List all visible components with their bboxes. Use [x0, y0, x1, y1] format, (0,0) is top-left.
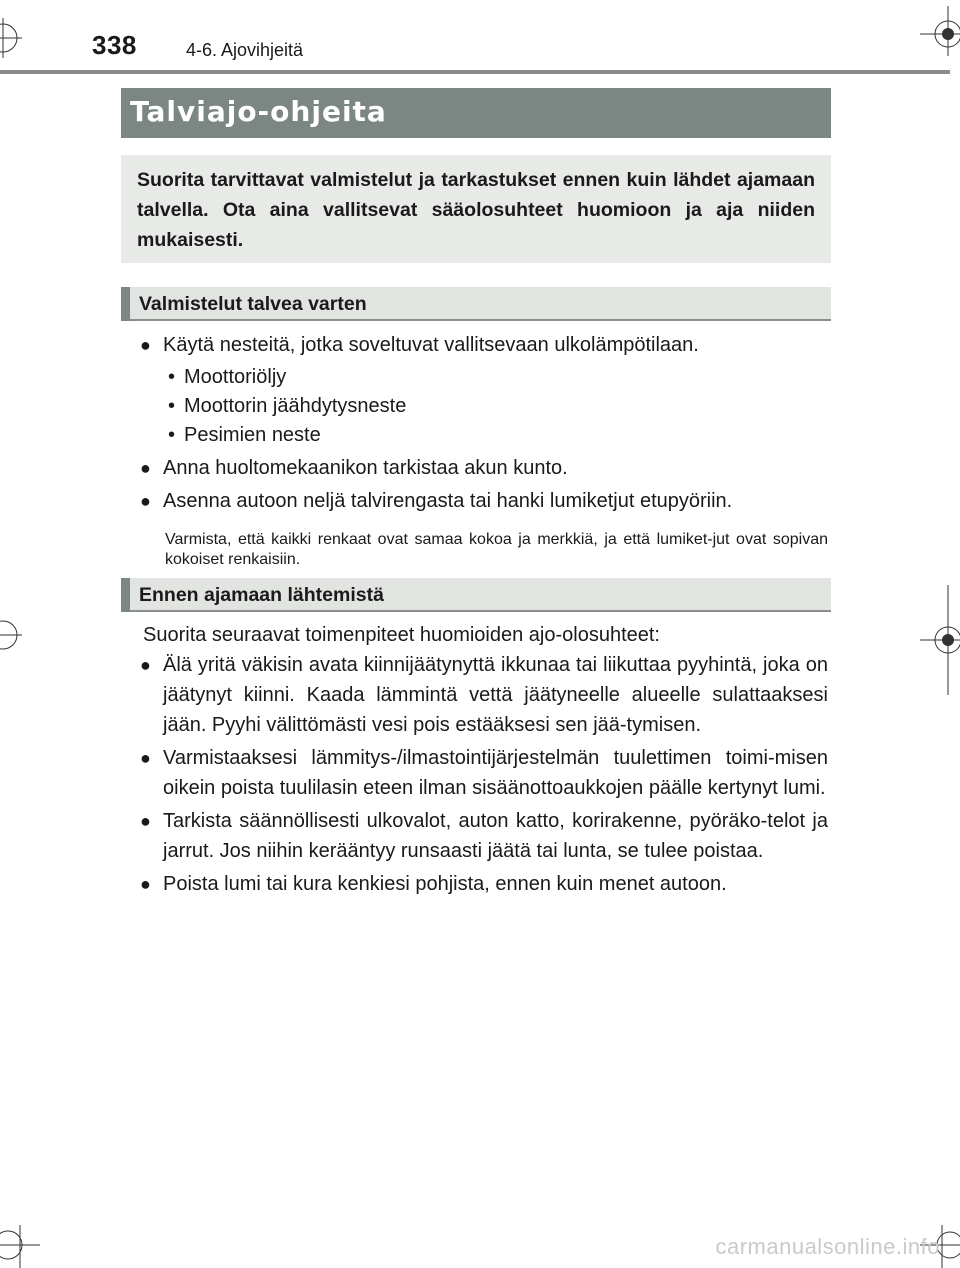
header-divider — [0, 70, 950, 74]
section-heading-before-driving — [121, 578, 831, 612]
sub-list-item-text: Moottoriöljy — [184, 366, 287, 388]
note-text: Varmista, että kaikki renkaat ovat samaa kokoa ja merkkiä, ja että lumiket-jut ovat sopivan kokoiset renkaisiin. — [165, 531, 828, 568]
heading-accent — [121, 578, 130, 612]
list-item-text: Käytä nesteitä, jotka soveltuvat vallitsevaan ulkolämpötilaan. — [163, 334, 699, 356]
lead-text: Suorita seuraavat toimenpiteet huomioiden ajo-olosuhteet: — [143, 624, 660, 646]
bullet-icon: ● — [140, 491, 151, 511]
sub-list-item — [140, 363, 828, 392]
list-item — [140, 650, 828, 740]
list-item — [140, 806, 828, 866]
bullet-icon: ● — [140, 655, 151, 675]
watermark: carmanualsonline.info — [715, 1234, 940, 1259]
sub-bullet-icon: • — [168, 366, 176, 388]
section-reference: 4-6. Ajovihjeitä — [186, 40, 304, 60]
page-number: 338 — [92, 30, 137, 60]
section-preparation-content — [140, 330, 828, 570]
list-item — [140, 486, 828, 516]
sub-list-item — [140, 392, 828, 421]
section-heading-text: Ennen ajamaan lähtemistä — [139, 584, 384, 606]
list-item — [140, 869, 828, 899]
list-item-text: Asenna autoon neljä talvirengasta tai hanki lumiketjut etupyöriin. — [163, 490, 733, 512]
intro-text: Suorita tarvittavat valmistelut ja tarkastukset ennen kuin lähdet ajamaan talvella. Ota aina vallitsevat sääolosuhteet huomioon ja aja niiden mukaisesti. — [137, 169, 815, 251]
page-header — [0, 0, 960, 80]
sub-list-item-text: Pesimien neste — [184, 424, 321, 446]
bullet-icon: ● — [140, 748, 151, 768]
sub-bullet-icon: • — [168, 395, 176, 417]
sub-list-item — [140, 421, 828, 450]
list-item — [140, 330, 828, 360]
list-item-text: Älä yritä väkisin avata kiinnijäätynyttä ikkunaa tai liikuttaa pyyhintä, joka on jäätynyt kiinni. Kaada lämmintä vettä jäätyneelle alueelle sulattaaksesi jään. Pyyhi välittömästi vesi pois estääksesi sen jää-tymisen. — [163, 654, 828, 736]
sub-bullet-icon: • — [168, 424, 176, 446]
list-item-text: Anna huoltomekaanikon tarkistaa akun kunto. — [163, 457, 568, 479]
page-title-bar — [121, 88, 831, 138]
crop-mark-mid-right — [920, 585, 960, 695]
list-item — [140, 453, 828, 483]
bullet-icon: ● — [140, 335, 151, 355]
section-before-driving-content — [140, 620, 828, 902]
bullet-icon: ● — [140, 811, 151, 831]
sub-list-item-text: Moottorin jäähdytysneste — [184, 395, 407, 417]
list-item-text: Poista lumi tai kura kenkiesi pohjista, ennen kuin menet autoon. — [163, 873, 727, 895]
bullet-icon: ● — [140, 458, 151, 478]
section-heading-text: Valmistelut talvea varten — [139, 293, 367, 315]
section-heading-preparation — [121, 287, 831, 321]
list-item-text: Tarkista säännöllisesti ulkovalot, auton katto, korirakenne, pyöräko-telot ja jarrut. Jos niihin kerääntyy runsaasti jäätä tai lunta, se tulee poistaa. — [163, 810, 828, 862]
crop-mark-bottom-left — [0, 1225, 40, 1268]
intro-box — [121, 155, 831, 263]
page-title: Talviajo-ohjeita — [130, 95, 387, 128]
list-item-text: Varmistaaksesi lämmitys-/ilmastointijärjestelmän tuulettimen toimi-misen oikein poista tuulilasin eteen ilman sisäänottoaukkojen päälle kertynyt lumi. — [163, 747, 828, 799]
heading-accent — [121, 287, 130, 321]
crop-mark-mid-left — [0, 615, 22, 655]
bullet-icon: ● — [140, 874, 151, 894]
list-item — [140, 743, 828, 803]
